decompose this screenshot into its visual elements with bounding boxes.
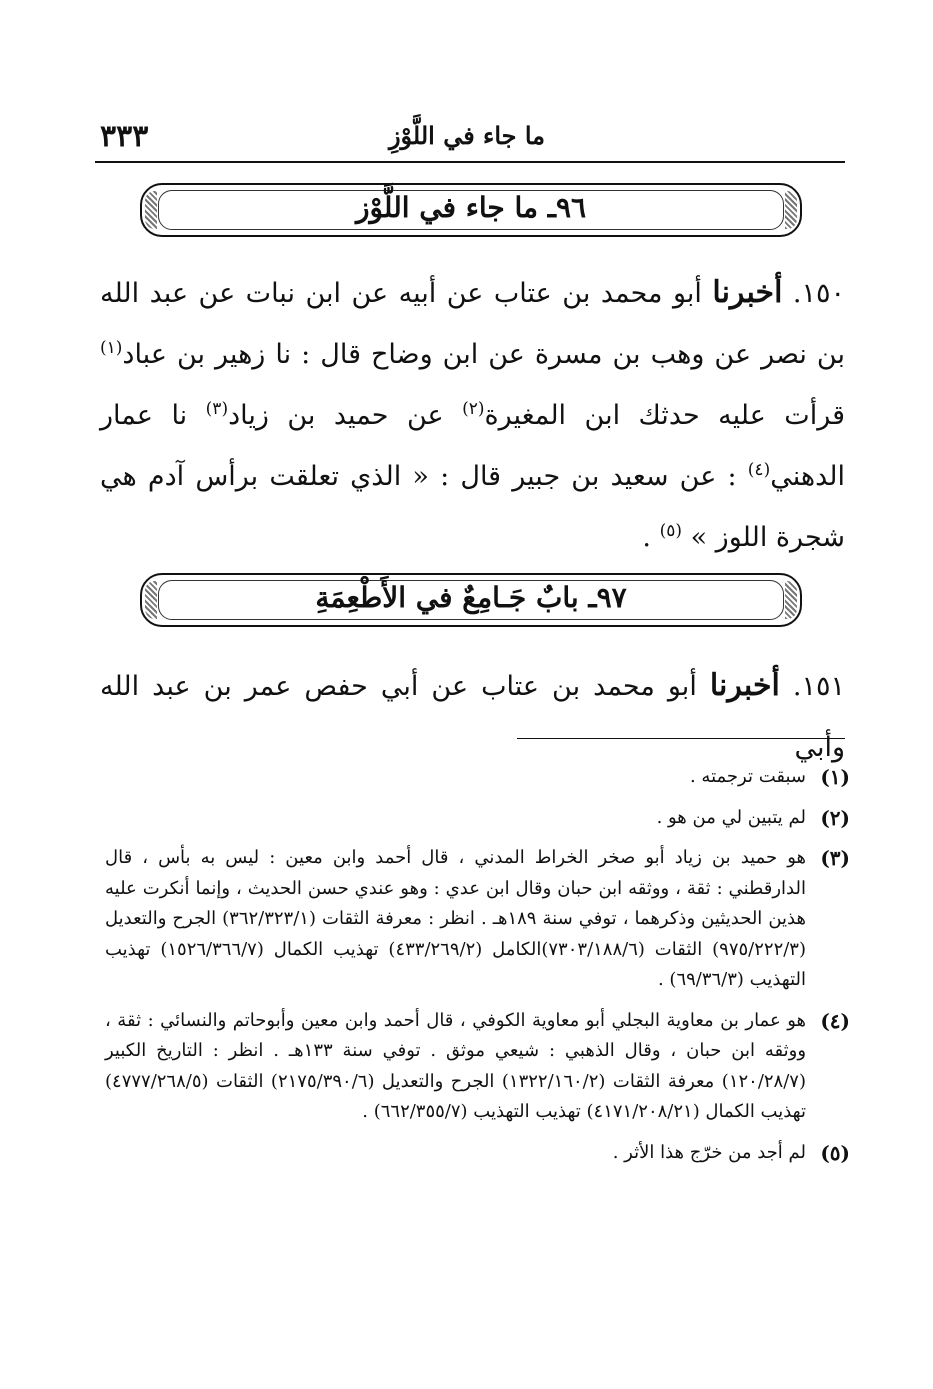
running-title: ما جاء في اللَّوْزِ bbox=[388, 121, 545, 150]
footnote-ref: (٥) bbox=[659, 521, 682, 541]
hadith-150 bbox=[100, 262, 845, 568]
hadith-text: نا عمار الدهني bbox=[100, 400, 845, 492]
footnotes bbox=[105, 762, 850, 1178]
hadith-number: ١٥١. bbox=[792, 671, 845, 702]
footnote-number: (٣) bbox=[820, 846, 850, 870]
footnote-text: لم أجد من خرّج هذا الأثر . bbox=[612, 1141, 806, 1163]
footnote-ref: (٢) bbox=[462, 399, 485, 419]
page-number: ٣٣٣ bbox=[100, 119, 149, 154]
hadith-text: : عن سعيد بن جبير قال : « الذي تعلقت برأس آدم هي شجرة اللوز » bbox=[100, 461, 845, 553]
footnote-text: لم يتبين لي من هو . bbox=[656, 806, 806, 828]
chapter-heading-97 bbox=[140, 573, 802, 627]
chapter-heading-96 bbox=[140, 183, 802, 237]
footnote-separator bbox=[517, 738, 845, 739]
hadith-151 bbox=[100, 655, 845, 778]
hadith-text: . bbox=[642, 522, 660, 553]
hadith-text: أبو محمد بن عتاب عن أبيه عن ابن نبات عن عبد الله بن نصر عن وهب بن مسرة عن ابن وضاح قال : نا زهير بن عباد bbox=[100, 278, 845, 370]
footnote-text: سبقت ترجمته . bbox=[689, 766, 806, 787]
chapter-title: ٩٦ـ ما جاء في اللَّوْز bbox=[355, 191, 587, 224]
footnote-number: (٥) bbox=[820, 1140, 850, 1165]
footnote bbox=[105, 762, 850, 793]
footnote-number: (١) bbox=[820, 765, 850, 789]
hadith-lead-word: أخبرنا bbox=[712, 275, 783, 310]
footnote-ref: (١) bbox=[100, 338, 123, 358]
footnote-number: (٤) bbox=[820, 1008, 850, 1033]
footnote bbox=[105, 1138, 850, 1169]
footnote bbox=[105, 803, 850, 834]
running-header bbox=[95, 115, 845, 163]
hadith-text: قرأت عليه حدثك ابن المغيرة bbox=[484, 400, 845, 431]
footnote bbox=[105, 843, 850, 996]
chapter-title: ٩٧ـ بابٌ جَـامِعٌ في الأَطْعِمَةِ bbox=[315, 581, 627, 614]
hadith-lead-word: أخبرنا bbox=[709, 668, 780, 703]
footnote-text: هو عمار بن معاوية البجلي أبو معاوية الكوفي ، قال أحمد وابن معين وأبوحاتم والنسائي : ثقة ، ووثقه ابن حبان ، وقال الذهبي : شيعي موثق . توفي سنة ١٣٣هـ . انظر : التاريخ الكبير (١٢٠/٢٨/٧) معرفة الثقات (١٣٢٢/١٦٠/٢) الجرح والتعديل (٢١٧٥/٣٩٠/٦) الثقات (٤٧٧٧/٢٦٨/٥) تهذيب الكمال (٤١٧١/٢٠٨/٢١) تهذيب التهذيب (٦٦٢/٣٥٥/٧) . bbox=[105, 1009, 807, 1122]
hadith-text: أبو محمد بن عتاب عن أبي حفص عمر بن عبد الله وأبي bbox=[100, 671, 845, 763]
footnote bbox=[105, 1006, 850, 1128]
footnote-number: (٢) bbox=[820, 805, 850, 830]
footnote-text: هو حميد بن زياد أبو صخر الخراط المدني ، قال أحمد وابن معين : ليس به بأس ، قال الدارقطني : ثقة ، ووثقه ابن حبان وقال ابن عدي : وهو عندي حسن الحديث ، وإنما أنكرت عليه هذين الحديثين وذكرهما ، توفي سنة ١٨٩هـ . انظر : معرفة الثقات (٣٦٢/٣٢٣/١) الجرح والتعديل (٩٧٥/٢٢٢/٣) الثقات (٧٣٠٣/١٨٨/٦)الكامل (٤٣٣/٢٦٩/٢) تهذيب الكمال (١٥٢٦/٣٦٦/٧) تهذيب التهذيب (٦٩/٣٦/٣) . bbox=[105, 847, 807, 990]
footnote-ref: (٤) bbox=[747, 460, 771, 480]
footnote-ref: (٣) bbox=[205, 399, 229, 419]
hadith-number: ١٥٠. bbox=[792, 278, 845, 309]
hadith-text: عن حميد بن زياد bbox=[228, 400, 463, 431]
